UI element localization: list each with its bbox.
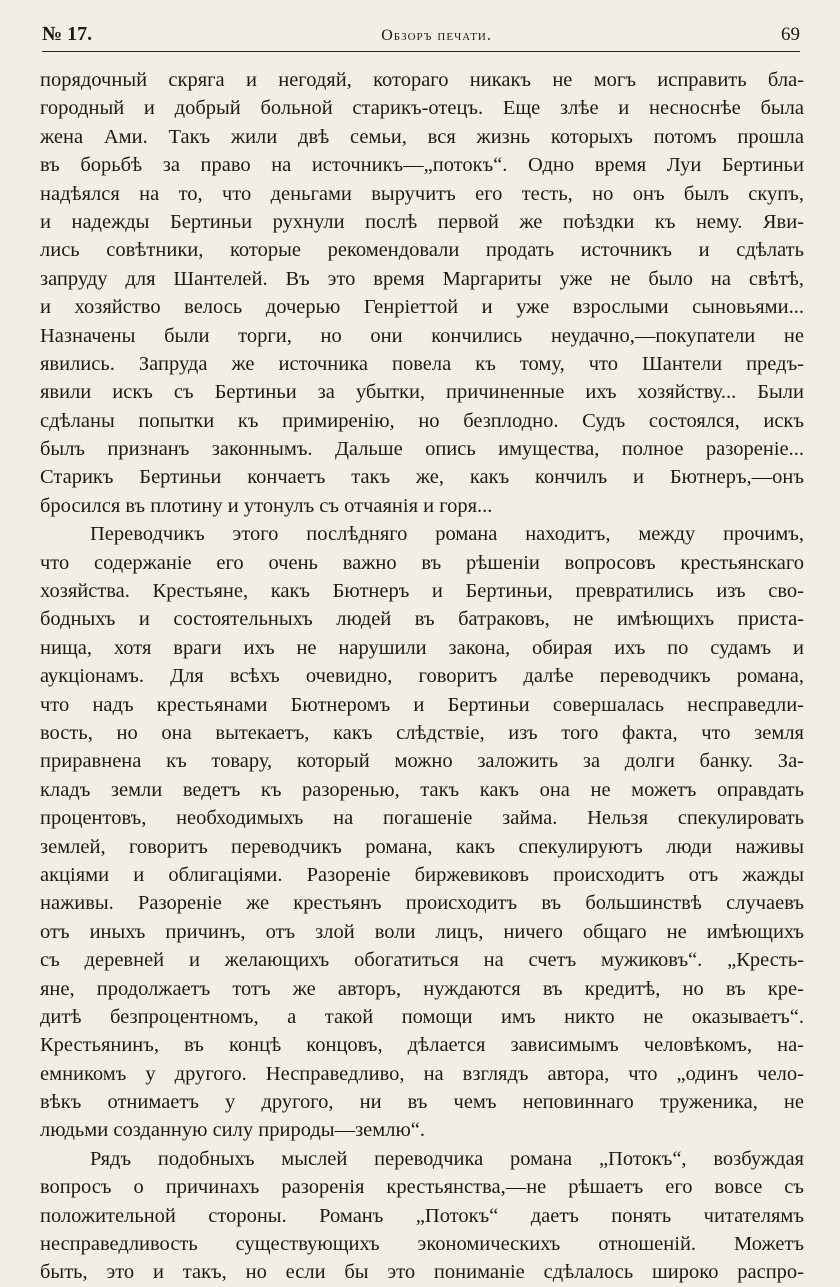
text-line: хозяйства. Крестьяне, какъ Бютнеръ и Бертиньи, превратились изъ сво- xyxy=(40,580,804,603)
text-line: сдѣланы попытки къ примиренію, но безплодно. Судъ состоялся, искъ xyxy=(40,409,804,432)
text-line: акціями и облигаціями. Разореніе биржевиковъ происходитъ отъ жажды xyxy=(40,863,804,886)
text-line: что надъ крестьянами Бютнеромъ и Бертиньи совершалась несправедли- xyxy=(40,693,804,716)
text-line: аукціонамъ. Для всѣхъ очевидно, говоритъ далѣе переводчикъ романа, xyxy=(40,665,804,688)
text-line: вопросъ о причинахъ разоренія крестьянства,—не рѣшаетъ его вовсе съ xyxy=(40,1176,804,1199)
text-line: надѣялся на то, что деньгами выручитъ его тесть, но онъ былъ скупъ, xyxy=(40,182,804,205)
text-line: съ деревней и желающихъ обогатиться на счетъ мужиковъ“. „Кресть- xyxy=(40,949,804,972)
text-line: бросился въ плотину и утонулъ съ отчаянія и горя... xyxy=(40,494,493,517)
text-line: дитѣ безпроцентномъ, а такой помощи имъ никто не оказываетъ“. xyxy=(40,1005,804,1028)
text-line: въ борьбѣ за право на источникъ—„потокъ“. Одно время Луи Бертиньи xyxy=(40,154,804,177)
text-line: Рядъ подобныхъ мыслей переводчика романа „Потокъ“, возбуждая xyxy=(90,1147,804,1170)
text-line: отъ иныхъ причинъ, отъ злой воли лицъ, ничего общаго не имѣющихъ xyxy=(40,920,804,943)
running-header xyxy=(42,12,800,52)
header-rule xyxy=(42,51,800,52)
text-line: лись совѣтники, которые рекомендовали продать источникъ и сдѣлать xyxy=(40,239,804,262)
text-line: городный и добрый больной старикъ-отецъ. Еще злѣе и несноснѣе была xyxy=(40,97,804,120)
issue-number: № 17. xyxy=(42,23,93,45)
text-line: былъ признанъ законнымъ. Дальше опись имущества, полное разореніе... xyxy=(40,438,804,461)
text-line: жена Ами. Такъ жили двѣ семьи, вся жизнь которыхъ потомъ прошла xyxy=(40,125,804,148)
text-line: и хозяйство велось дочерью Генріеттой и уже взрослыми сыновьями... xyxy=(40,296,804,319)
text-line: и надежды Бертиньи рухнули послѣ первой же поѣздки къ нему. Яви- xyxy=(40,210,804,233)
text-line: вость, но она вытекаетъ, какъ слѣдствіе, изъ того факта, что земля xyxy=(40,721,804,744)
text-line: положительной стороны. Романъ „Потокъ“ даетъ понять читателямъ xyxy=(40,1204,804,1227)
text-line: нища, хотя враги ихъ не нарушили закона, обирая ихъ по судамъ и xyxy=(40,636,804,659)
text-line: что содержаніе его очень важно въ рѣшеніи вопросовъ крестьянскаго xyxy=(40,551,804,574)
text-line: порядочный скряга и негодяй, котораго никакъ не могъ исправить бла- xyxy=(40,69,804,91)
text-line: процентовъ, необходимыхъ на погашеніе займа. Нельзя спекулировать xyxy=(40,807,804,830)
text-line: явились. Запруда же источника повела къ тому, что Шантели предъ- xyxy=(40,352,804,375)
text-line: вѣкъ отнимаетъ у другого, ни въ чемъ неповиннаго труженика, не xyxy=(40,1091,804,1114)
text-line: Крестьянинъ, въ концѣ концовъ, дѣлается зависимымъ человѣкомъ, на- xyxy=(40,1034,804,1057)
text-line: емникомъ у другого. Несправедливо, на взглядъ автора, что „одинъ чело- xyxy=(40,1062,804,1085)
text-line: кладъ земли ведетъ къ разоренью, такъ какъ она не можетъ оправдать xyxy=(40,778,804,801)
text-line: яне, продолжаетъ тотъ же авторъ, нуждаются въ кредитѣ, но въ кре- xyxy=(40,977,804,1000)
text-line: приравнена къ товару, который можно заложить за долги банку. За- xyxy=(40,750,804,773)
text-line: наживы. Разореніе же крестьянъ происходитъ въ большинствѣ случаевъ xyxy=(40,892,804,915)
text-line: явили искъ съ Бертиньи за убытки, причиненные ихъ хозяйству... Были xyxy=(40,381,804,404)
body-text xyxy=(40,66,804,1287)
text-line: землей, говоритъ переводчикъ романа, какъ спекулируютъ люди наживы xyxy=(40,835,804,858)
text-line: несправедливость существующихъ экономическихъ отношеній. Можетъ xyxy=(40,1233,804,1256)
page-number: 69 xyxy=(781,24,800,45)
text-line: Старикъ Бертиньи кончаетъ такъ же, какъ кончилъ и Бютнеръ,—онъ xyxy=(40,466,804,489)
section-title: Обзоръ печати. xyxy=(381,27,492,44)
text-line: запруду для Шантелей. Въ это время Маргариты уже не было на свѣтѣ, xyxy=(40,267,804,290)
text-line: быть, это и такъ, но если бы это пониманіе сдѣлалось широко распро- xyxy=(40,1261,804,1284)
text-line: Переводчикъ этого послѣдняго романа находитъ, между прочимъ, xyxy=(90,523,804,546)
text-line: Назначены были торги, но они кончились неудачно,—покупатели не xyxy=(40,324,804,347)
text-line: людьми созданную силу природы—землю“. xyxy=(40,1119,426,1142)
text-line: бодныхъ и состоятельныхъ людей въ батраковъ, не имѣющихъ приста- xyxy=(40,608,804,631)
